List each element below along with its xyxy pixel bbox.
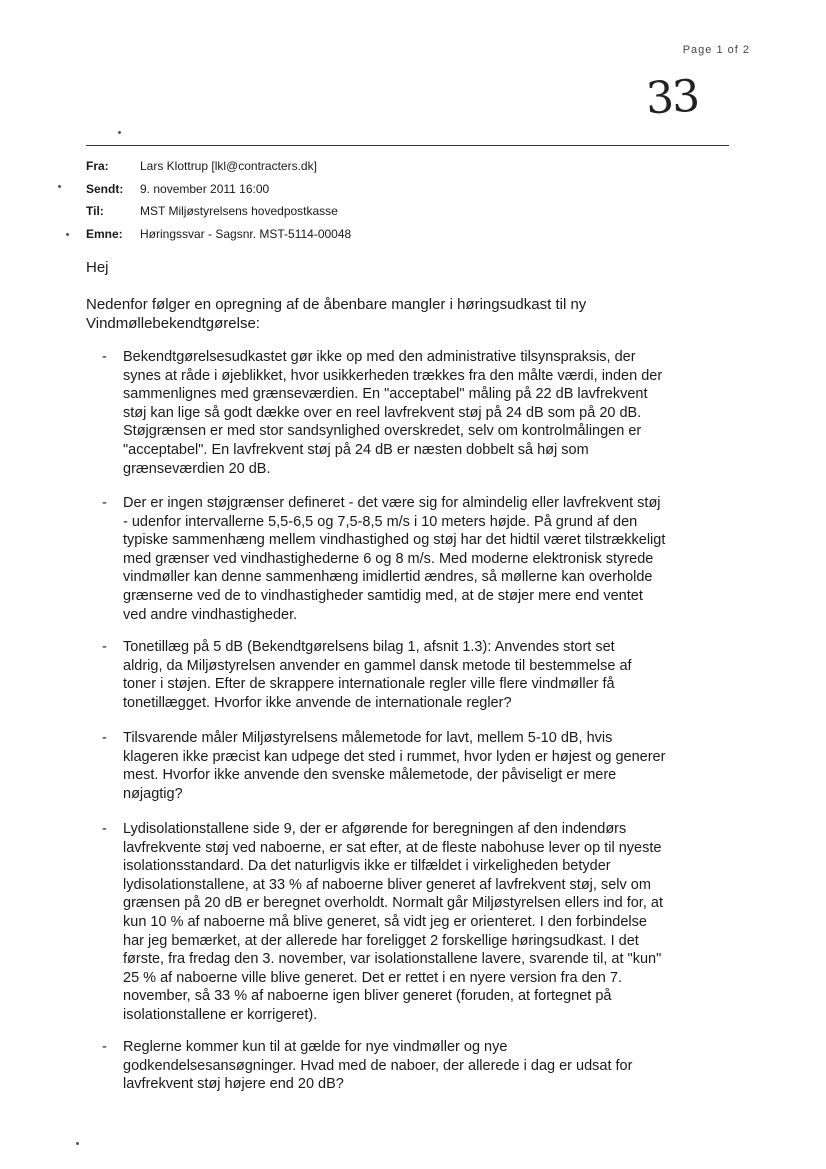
text-line: typiske sammenhæng mellem vindhastighed og støj har det hidtil været tilstrækkeligt [123,532,666,549]
text-line: lavfrekvent støj højere end 20 dB? [123,1076,344,1093]
bullet-dash: - [102,730,107,746]
text-line: "acceptabel". En lavfrekvent støj på 24 dB er næsten dobbelt så høj som [123,441,589,458]
text-line: Tonetillæg på 5 dB (Bekendtgørelsens bilag 1, afsnit 1.3): Anvendes stort set [123,639,615,655]
text-line: isolationsstandard. Da det naturligvis ikke er tilfældet i virkeligheden betyder [123,858,611,875]
to-row [86,200,351,223]
text-line: Støjgrænsen er med stor sandsynlighed overskredet, selv om kontrolmålingen er [123,423,642,440]
scan-speck [66,233,69,236]
sent-value: 9. november 2011 16:00 [140,181,270,196]
text-line: grænsen på 20 dB er beregnet overholdt. Normalt går Miljøstyrelsen ellers ind for, at [123,895,663,912]
intro-line: Vindmøllebekendtgørelse: [86,314,260,332]
bullet-text [123,348,735,478]
bullet-text [123,1038,735,1094]
from-value: Lars Klottrup [lkl@contracters.dk] [140,159,317,173]
text-line: lavfrekvente støj ved naboerne, er sat efter, at de fleste nabohuse lever op til nyeste [123,839,662,856]
text-line: kun 10 % af naboerne må blive generet, så vidt jeg er orienteret. I den forbindelse [123,913,647,930]
scan-speck [76,1142,79,1145]
text-line: Der er ingen støjgrænser defineret - det være sig for almindelig eller lavfrekvent støj [123,495,661,511]
email-header [86,155,351,245]
text-line: støj kan lige så godt dække over en reel lavfrekvent støj på 24 dB som på 20 dB. [123,404,642,421]
text-line: mest. Hvorfor ikke anvende den svenske målemetode, der påviseligt er mere [123,767,617,784]
bullet-text [123,820,735,1025]
to-value: MST Miljøstyrelsens hovedpostkasse [140,204,338,218]
bullet-dash: - [102,495,107,511]
intro-line: Nedenfor følger en opregning af de åbenbare mangler i høringsudkast til ny [86,296,587,313]
text-line: sammenlignes med grænseværdien. En "acceptabel" måling på 22 dB lavfrekvent [123,386,648,403]
bullet-text [123,729,735,803]
sent-row [86,178,351,201]
subject-value: Høringssvar - Sagsnr. MST-5114-00048 [140,226,352,241]
greeting: Hej [86,259,109,276]
text-line: Tilsvarende måler Miljøstyrelsens målemetode for lavt, mellem 5-10 dB, hvis [123,730,613,746]
text-line: har jeg bemærket, at der allerede har foreligget 2 forskellige høringsudkast. I det [123,932,639,949]
text-line: ved andre vindhastigheder. [123,606,298,623]
bullet-text [123,494,735,624]
text-line: - udenfor intervallerne 5,5-6,5 og 7,5-8,5 m/s i 10 meters højde. På grund af den [123,513,638,530]
to-label: Til: [86,204,104,218]
text-line: november, så 33 % af naboerne igen bliver generet (foruden, at fortegnet på [123,988,612,1005]
from-label: Fra: [86,159,109,173]
text-line: isolationstallene er korrigeret). [123,1006,318,1023]
text-line: tonetillægget. Hvorfor ikke anvende de internationale regler? [123,694,512,711]
handwritten-page-number: 33 [644,70,700,125]
text-line: godkendelsesansøgninger. Hvad med de naboer, der allerede i dag er udsat for [123,1057,633,1074]
bullet-dash: - [102,639,107,655]
scan-speck [58,185,61,188]
text-line: Reglerne kommer kun til at gælde for nye vindmøller og nye [123,1039,508,1055]
header-divider [86,145,729,146]
scan-speck [118,131,121,134]
text-line: grænserne ved de to vindhastigheder samtidig med, at de støjer mere end ventet [123,587,643,604]
text-line: Lydisolationstallene side 9, der er afgørende for beregningen af den indendørs [123,821,627,837]
text-line: med grænser ved vindhastighederne 6 og 8 m/s. Med moderne elektronisk styrede [123,550,654,567]
text-line: toner i støjen. Efter de skrappere internationale regler ville flere vindmøller få [123,676,615,693]
from-row [86,155,351,178]
text-line: synes at råde i øjeblikket, hvor usikkerheden trækkes fra den målte værdi, inden der [123,367,663,384]
intro-paragraph [86,296,726,333]
subject-row [86,223,351,246]
bullet-dash: - [102,349,107,365]
text-line: grænseværdien 20 dB. [123,460,271,477]
subject-label: Emne: [86,226,123,241]
text-line: nøjagtig? [123,785,183,802]
bullet-text [123,638,735,712]
text-line: lydisolationstallene, at 33 % af naboerne bliver generet af lavfrekvent støj, selv om [123,876,651,893]
text-line: Bekendtgørelsesudkastet gør ikke op med den administrative tilsynspraksis, der [123,349,636,365]
text-line: første, fra fredag den 3. november, var isolationstallene lavere, svarende til, at "kun" [123,951,662,968]
text-line: vindmøller kan denne sammenhæng imidlertid ændres, så møllerne kan overholde [123,569,653,586]
text-line: aldrig, da Miljøstyrelsen anvender en gammel dansk metode til bestemmelse af [123,657,632,674]
page-number: Page 1 of 2 [682,44,750,56]
sent-label: Sendt: [86,181,124,196]
text-line: 25 % af naboerne ville blive generet. Det er rettet i en nyere version fra den 7. [123,969,622,986]
bullet-dash: - [102,1039,107,1055]
text-line: klageren ikke præcist kan udpege det sted i rummet, hvor lyden er højest og generer [123,748,666,765]
bullet-dash: - [102,821,107,837]
